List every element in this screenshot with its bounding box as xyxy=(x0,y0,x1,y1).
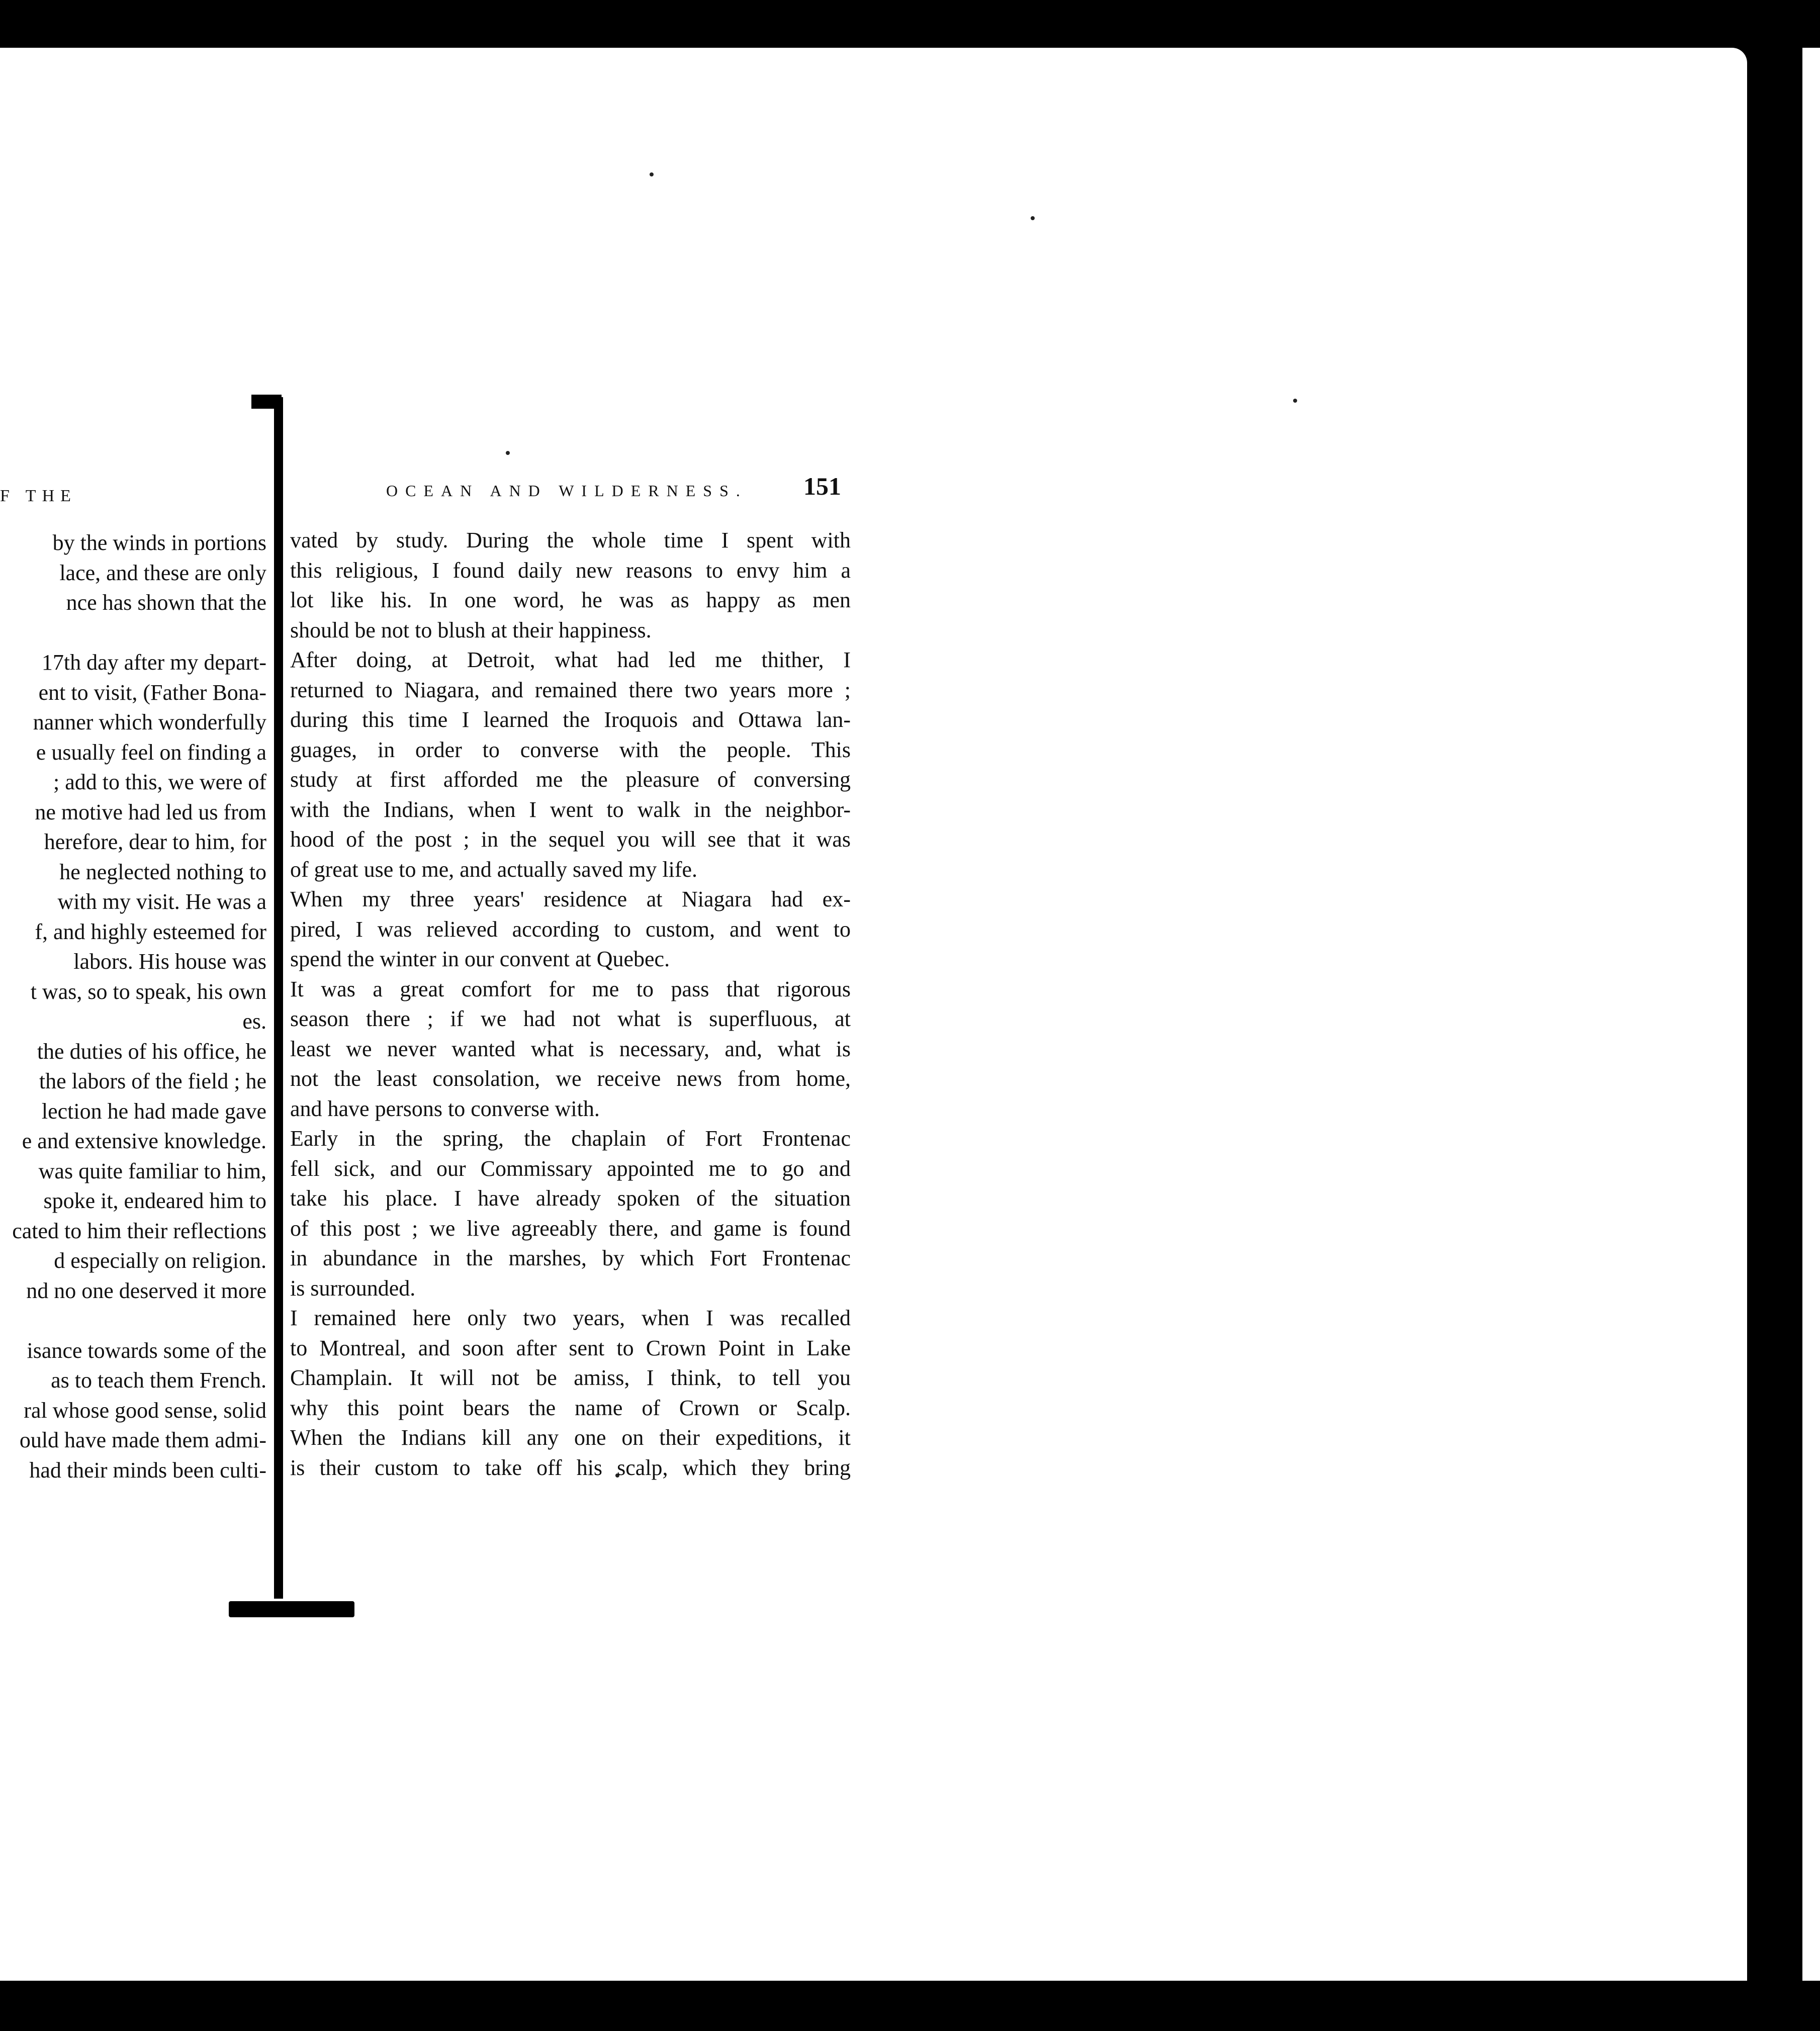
body-line: Early in the spring, the chaplain of Fort Frontenac xyxy=(290,1126,851,1151)
gutter-rule-foot xyxy=(229,1601,354,1617)
left-page-line: had their minds been culti- xyxy=(29,1457,266,1483)
body-line: during this time I learned the Iroquois and Ottawa lan- xyxy=(290,707,851,732)
left-page-line: herefore, dear to him, for xyxy=(44,829,266,854)
left-page-line: by the winds in portions xyxy=(52,530,266,555)
page-edge-strip xyxy=(1802,48,1820,1981)
running-head: OCEAN AND WILDERNESS. xyxy=(386,482,748,500)
left-page-line: with my visit. He was a xyxy=(57,889,266,914)
body-line: spend the winter in our convent at Quebec. xyxy=(290,947,670,971)
left-page-line: ould have made them admi- xyxy=(19,1428,266,1452)
left-page-line xyxy=(12,1306,266,1336)
body-line: why this point bears the name of Crown or Scalp. xyxy=(290,1395,851,1420)
body-line: It was a great comfort for me to pass that rigorous xyxy=(290,976,851,1001)
body-line: of this post ; we live agreeably there, and game is found xyxy=(290,1216,851,1241)
left-page-line: isance towards some of the xyxy=(27,1338,266,1363)
dust-speck xyxy=(1031,216,1035,220)
body-line: When my three years' residence at Niagara had ex- xyxy=(290,887,851,911)
body-line: Champlain. It will not be amiss, I think, to tell you xyxy=(290,1365,851,1390)
body-line: take his place. I have already spoken of the situation xyxy=(290,1186,851,1211)
left-page-line: e usually feel on finding a xyxy=(36,740,266,765)
body-line: season there ; if we had not what is superfluous, at xyxy=(290,1006,851,1031)
body-line: When the Indians kill any one on their expeditions, it xyxy=(290,1425,851,1450)
body-line: After doing, at Detroit, what had led me thither, I xyxy=(290,648,851,672)
body-line: and have persons to converse with. xyxy=(290,1096,600,1121)
left-running-head: F THE xyxy=(0,487,77,505)
left-page-line: cated to him their reflections xyxy=(12,1218,266,1243)
left-page-line: lace, and these are only xyxy=(59,560,266,585)
left-page-line: the labors of the field ; he xyxy=(39,1069,266,1093)
dust-speck xyxy=(650,172,654,176)
body-line: returned to Niagara, and remained there two years more ; xyxy=(290,677,851,702)
left-page-line: labors. His house was xyxy=(73,949,266,974)
left-page-line: f, and highly esteemed for xyxy=(35,919,266,944)
body-line: least we never wanted what is necessary, and, what is xyxy=(290,1036,851,1061)
left-page-line: e and extensive knowledge. xyxy=(22,1129,266,1153)
body-line: is their custom to take off his scalp, which they bring xyxy=(290,1455,851,1480)
body-line: I remained here only two years, when I was recalled xyxy=(290,1306,851,1330)
body-line: in abundance in the marshes, by which Fort Frontenac xyxy=(290,1246,851,1270)
body-line: not the least consolation, we receive news from home, xyxy=(290,1066,851,1091)
left-page-line: d especially on religion. xyxy=(54,1248,266,1273)
left-page-line: as to teach them French. xyxy=(51,1368,266,1393)
body-line: vated by study. During the whole time I spent with xyxy=(290,528,851,552)
left-page-line: ne motive had led us from xyxy=(35,799,266,824)
dust-speck xyxy=(506,451,510,455)
left-page-line: spoke it, endeared him to xyxy=(43,1188,266,1213)
left-page-line: nanner which wonderfully xyxy=(33,710,266,734)
body-line: study at first afforded me the pleasure of conversing xyxy=(290,767,851,792)
body-line: guages, in order to converse with the people. This xyxy=(290,737,851,762)
body-line: lot like his. In one word, he was as happy as men xyxy=(290,588,851,612)
left-page-line: es. xyxy=(242,1009,266,1034)
left-page-line: ral whose good sense, solid xyxy=(24,1398,266,1423)
body-line: of great use to me, and actually saved my life. xyxy=(290,857,698,882)
body-line: fell sick, and our Commissary appointed me to go and xyxy=(290,1156,851,1181)
body-line: hood of the post ; in the sequel you will see that it was xyxy=(290,827,851,852)
body-line: this religious, I found daily new reasons to envy him a xyxy=(290,558,851,583)
gutter-rule xyxy=(274,397,283,1599)
left-page-line: ; add to this, we were of xyxy=(53,770,266,794)
left-page-line: was quite familiar to him, xyxy=(38,1158,266,1183)
left-page-line: nce has shown that the xyxy=(66,590,266,615)
book-fold-shadow xyxy=(1754,48,1801,1981)
left-page-line: t was, so to speak, his own xyxy=(30,979,266,1004)
left-page-line: nd no one deserved it more xyxy=(26,1278,266,1303)
right-page-text xyxy=(290,525,851,1483)
page-number: 151 xyxy=(803,472,841,500)
body-line: pired, I was relieved according to custom, and went to xyxy=(290,916,851,942)
body-line: to Montreal, and soon after sent to Crown Point in Lake xyxy=(290,1335,851,1360)
body-line: is surrounded. xyxy=(290,1275,416,1301)
left-page-line: lection he had made gave xyxy=(41,1098,266,1124)
left-page-line xyxy=(12,618,266,648)
body-line: with the Indians, when I went to walk in the neighbor- xyxy=(290,797,851,822)
left-page-line: ent to visit, (Father Bona- xyxy=(38,680,266,705)
dust-speck xyxy=(1293,399,1297,403)
left-page-line: 17th day after my depart- xyxy=(41,650,266,675)
left-page-line: he neglected nothing to xyxy=(59,859,266,884)
body-line: should be not to blush at their happiness. xyxy=(290,617,652,642)
left-page-text xyxy=(12,528,266,1485)
left-page-line: the duties of his office, he xyxy=(37,1039,266,1064)
